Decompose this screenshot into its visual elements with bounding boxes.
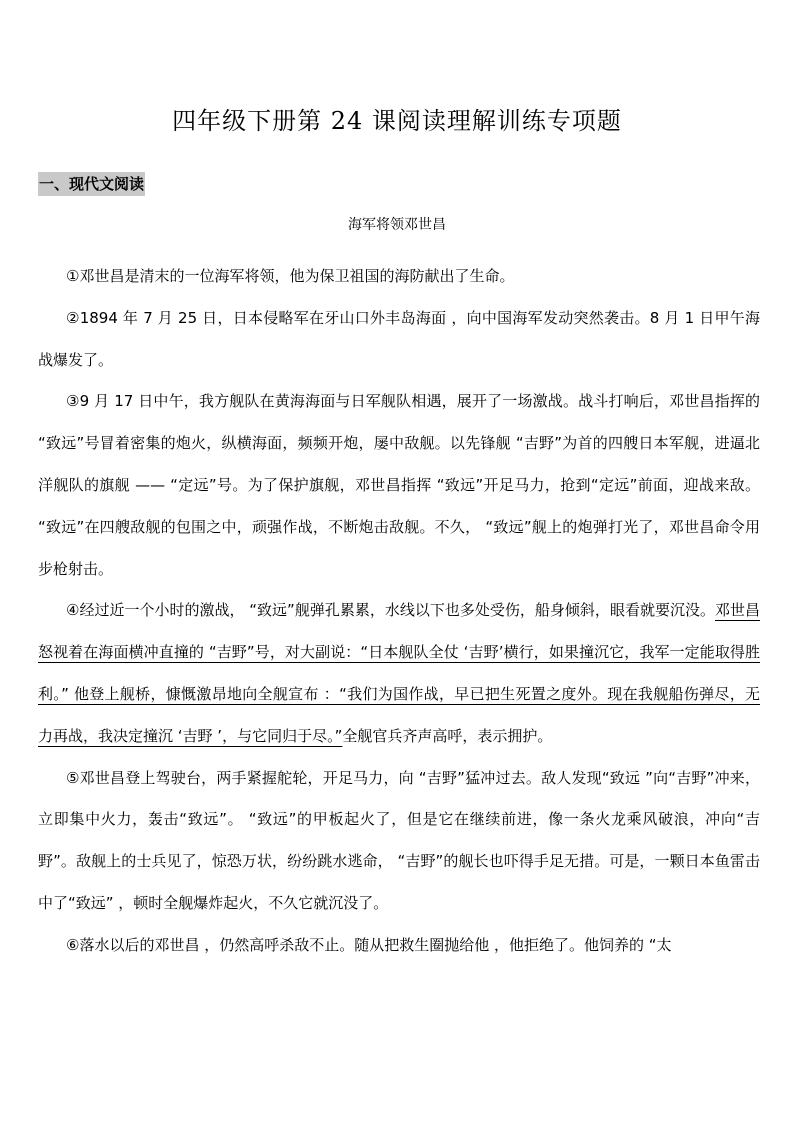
section-heading: 一、现代文阅读 <box>38 172 145 196</box>
paragraph-6: ⑥落水以后的邓世昌 ，仍然高呼杀敌不止。随从把救生圈抛给他 ，他拒绝了。他饲养的 “太 <box>66 935 672 954</box>
document-title: 四年级下册第 24 课阅读理解训练专项题 <box>172 107 622 135</box>
paragraph-4-intro: ④经过近一个小时的激战， “致远”舰弹孔累累，水线以下也多处受伤，船身倾斜，眼看就要沉没。 <box>66 601 715 620</box>
paragraph-1: ①邓世昌是清末的一位海军将领，他为保卫祖国的海防献出了生命。 <box>66 267 515 285</box>
paragraph-3: ③9 月 17 日中午，我方舰队在黄海海面与日军舰队相遇，展开了一场激战。战斗打响后，邓世昌指挥的 “致远”号冒着密集的炮火，纵横海面，频频开炮，屡中敌舰。以先锋舰 “吉野”为首的四艘日本军舰，进逼北洋舰队的旗舰 —— “定远”号。为了保护旗舰，邓世昌指挥 “致远”开足马力，抢到“定远”前面，迎战来敌。 “致远”在四艘敌舰的包围之中，顽强作战，不断炮击敌舰。不久， “致远”舰上的炮弹打光了，邓世昌命令用步枪射击。 <box>38 392 760 578</box>
paragraph-4-underlined-passage: 邓世昌怒视着在海面横冲直撞的 “吉野”号，对大副说：“日本舰队全仗 ‘吉野’横行，如果撞沉它，我军一定能取得胜利。” 他登上舰桥，慷慨激昂地向全舰宣布 ：“我们为国作战，早已把生死置之度外。现在我舰船伤弹尽，无力再战，我决定撞沉 ‘吉野 ’，与它同归于尽。” <box>38 601 760 745</box>
paragraph-4-ending: 全舰官兵齐声高呼，表示拥护。 <box>342 726 553 745</box>
paragraph-4 <box>38 590 760 757</box>
article-title: 海军将领邓世昌 <box>348 217 446 233</box>
paragraph-2: ②1894 年 7 月 25 日，日本侵略军在牙山口外丰岛海面 ，向中国海军发动突然袭击。8 月 1 日甲午海战爆发了。 <box>38 308 760 369</box>
article-body <box>38 256 760 967</box>
paragraph-5: ⑤邓世昌登上驾驶台，两手紧握舵轮，开足马力，向 “吉野”猛冲过去。敌人发现“致远 ”向“吉野”冲来，立即集中火力，轰击“致远”。 “致远”的甲板起火了，但是它在继续前进，像一条火龙乘风破浪，冲向“吉野”。敌舰上的士兵见了，惊恐万状，纷纷跳水逃命， “吉野”的舰长也吓得手足无措。可是，一颗日本鱼雷击中了“致远” ，顿时全舰爆炸起火，不久它就沉没了。 <box>38 768 760 912</box>
